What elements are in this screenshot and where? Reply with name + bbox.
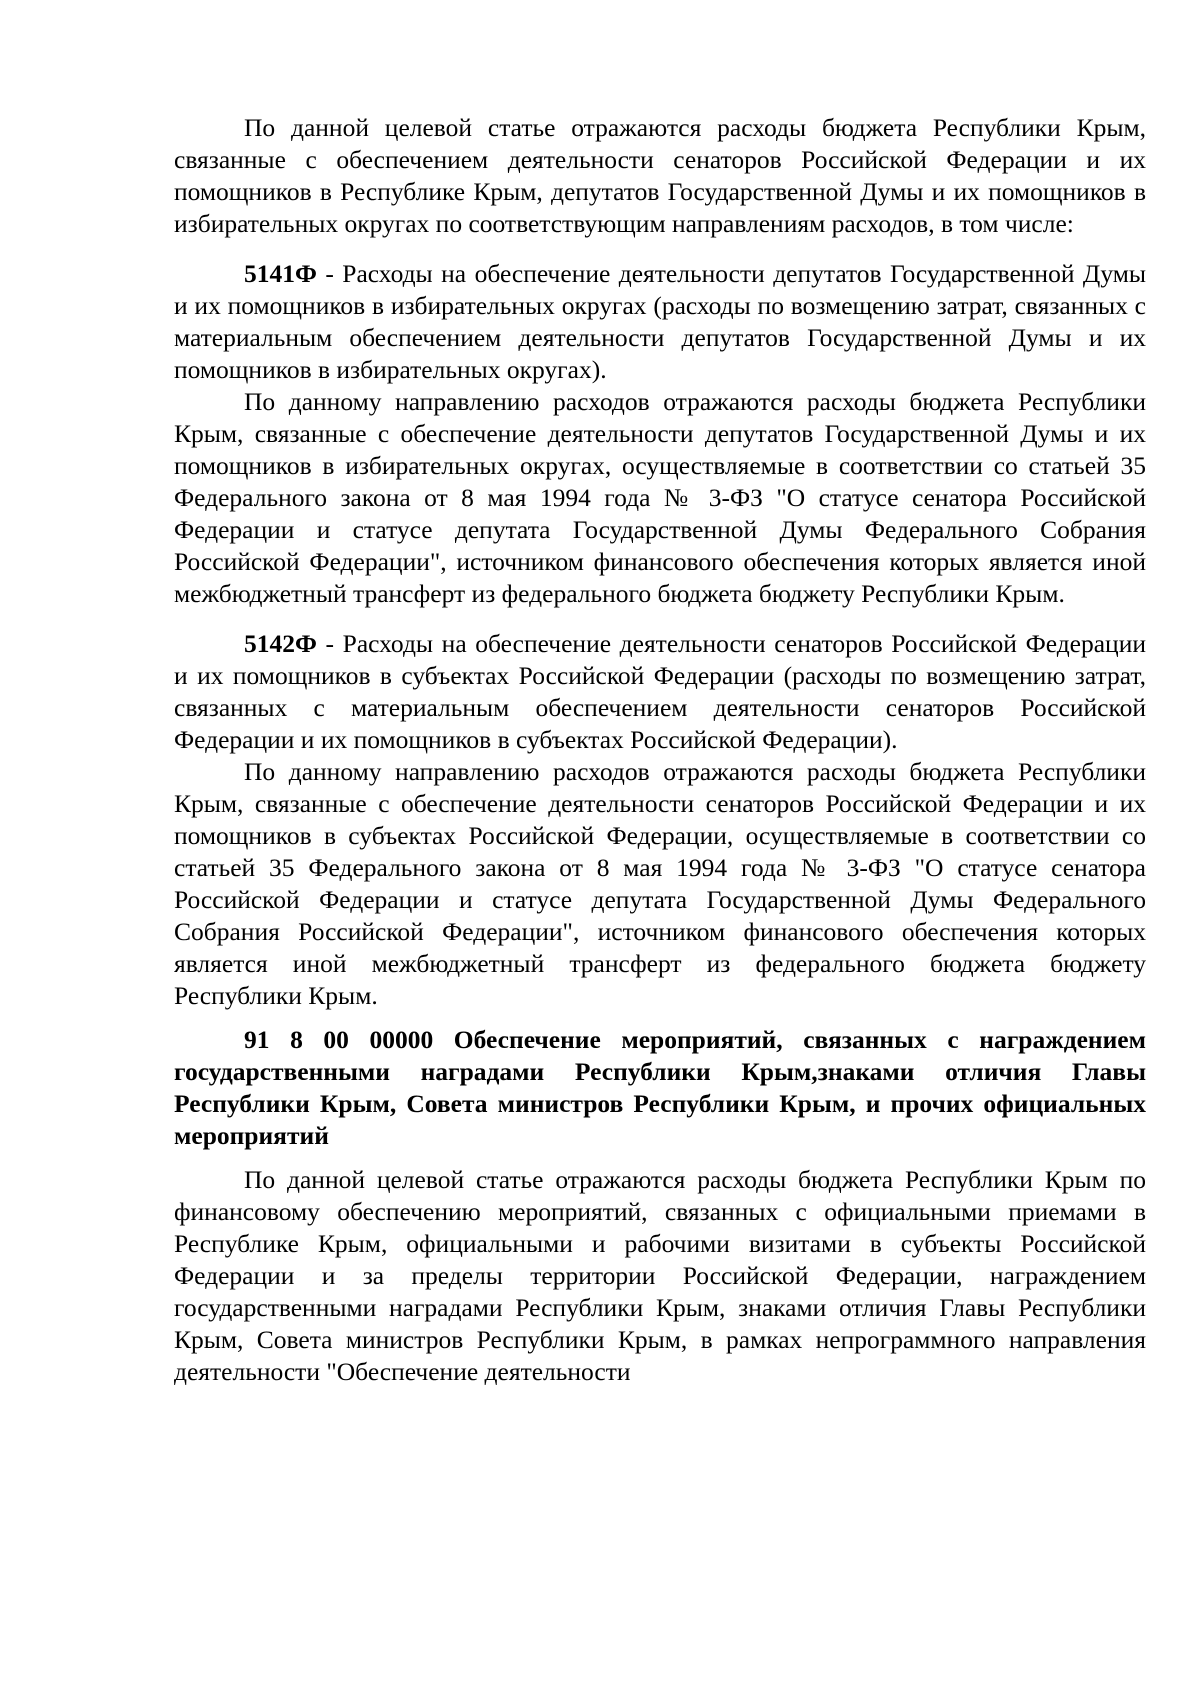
document-page [174,112,1146,1388]
item-5141-text: - Расходы на обеспечение деятельности депутатов Государственной Думы и их помощников в избирательных округах (расходы по возмещению затрат, связанных с материальным обеспечением деятельности депутатов Государственной Думы и их помощников в избирательных округах). [174,259,1146,384]
item-5141-detail-paragraph: По данному направлению расходов отражаются расходы бюджета Республики Крым, связанные с обеспечение деятельности депутатов Государственной Думы и их помощников в избирательных округах, осуществляемые в соответствии со статьей 35 Федерального закона от 8 мая 1994 года № 3-ФЗ "О статусе сенатора Российской Федерации и статусе депутата Государственной Думы Федерального Собрания Российской Федерации", источником финансового обеспечения которых является иной межбюджетный трансферт из федерального бюджета бюджету Республики Крым. [174,387,1146,608]
intro-paragraph: По данной целевой статье отражаются расходы бюджета Республики Крым, связанные с обеспечением деятельности сенаторов Российской Федерации и их помощников в Республике Крым, депутатов Государственной Думы и их помощников в избирательных округах по соответствующим направлениям расходов, в том числе: [174,113,1146,238]
item-5142-paragraph [174,628,1146,756]
section-heading: 91 8 00 00000 Обеспечение мероприятий, связанных с награждением государственными наградами Республики Крым,знаками отличия Главы Республики Крым, Совета министров Республики Крым, и прочих официальных мероприятий [174,1025,1146,1150]
item-5142-text: - Расходы на обеспечение деятельности сенаторов Российской Федерации и их помощников в субъектах Российской Федерации (расходы по возмещению затрат, связанных с материальным обеспечением деятельности сенаторов Российской Федерации и их помощников в субъектах Российской Федерации). [174,629,1146,754]
section-paragraph: По данной целевой статье отражаются расходы бюджета Республики Крым по финансовому обеспечению мероприятий, связанных с официальными приемами в Республике Крым, официальными и рабочими визитами в субъекты Российской Федерации и за пределы территории Российской Федерации, награждением государственными наградами Республики Крым, знаками отличия Главы Республики Крым, Совета министров Республики Крым, в рамках непрограммного направления деятельности "Обеспечение деятельности [174,1165,1146,1386]
item-5141-paragraph [174,258,1146,386]
item-5142-detail-paragraph: По данному направлению расходов отражаются расходы бюджета Республики Крым, связанные с обеспечение деятельности сенаторов Российской Федерации и их помощников в субъектах Российской Федерации, осуществляемые в соответствии со статьей 35 Федерального закона от 8 мая 1994 года № 3-ФЗ "О статусе сенатора Российской Федерации и статусе депутата Государственной Думы Федерального Собрания Российской Федерации", источником финансового обеспечения которых является иной межбюджетный трансферт из федерального бюджета бюджету Республики Крым. [174,757,1146,1010]
item-5141-code: 5141Ф [244,259,317,288]
item-5142-code: 5142Ф [244,629,317,658]
